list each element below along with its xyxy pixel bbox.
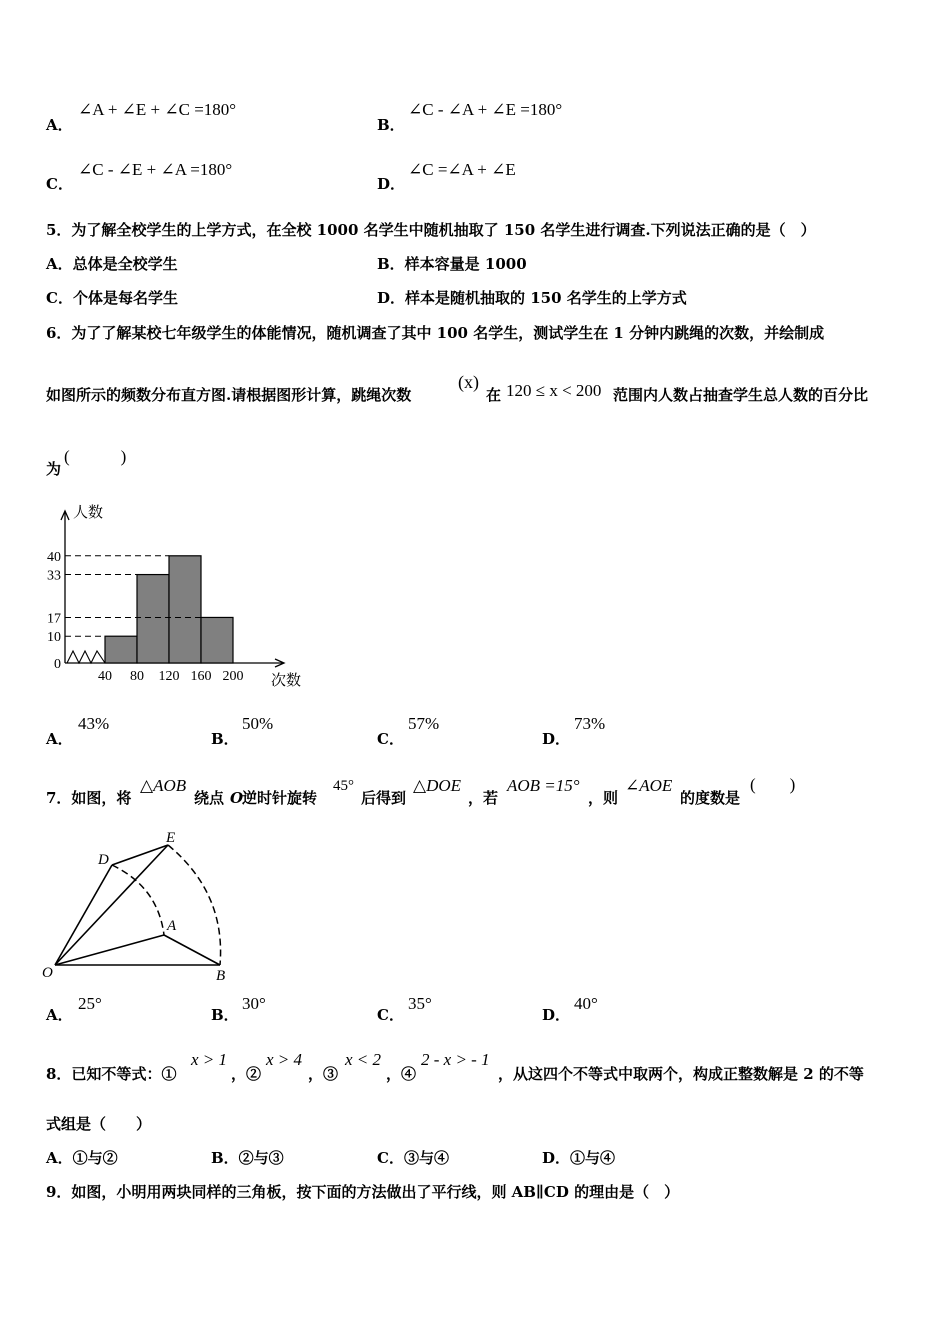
q5-option-c: C．个体是每名学生 [46,289,178,307]
q7-given: AOB =15° [507,776,580,795]
q6-stem-line2c: 范围内人数占抽查学生总人数的百分比 [613,386,869,404]
q8-stem-line2: 式组是（ ） [46,1115,152,1133]
frequency-histogram [40,500,310,695]
arc-da [112,865,164,935]
q7-triangle-aob: △AOB [140,776,187,795]
q7-around: 绕点 [194,789,225,807]
q8-stem-prefix: 8．已知不等式：① [46,1065,177,1083]
x-tick-label: 40 [98,669,112,684]
q4-option-d-math: ∠C =∠A + ∠E [408,160,516,179]
q6-option-c-value: 57% [408,714,440,733]
q7-ruo: ，若 [468,789,499,807]
q7-option-c-label: C． [377,1006,404,1024]
y-tick-label: 33 [47,568,61,584]
q5-option-a: A．总体是全校学生 [46,255,178,273]
x-tick-label: 80 [130,669,144,684]
q5-option-d: D．样本是随机抽取的 150 名学生的上学方式 [377,289,687,307]
q8-sep-2: ，② [231,1065,262,1083]
q8-stem-tail: ，从这四个不等式中取两个，构成正整数解是 2 的不等 [498,1065,864,1083]
q7-option-a-value: 25° [78,994,102,1013]
q4-option-b-math: ∠C - ∠A + ∠E =180° [408,100,563,119]
y-tick-label: 40 [47,549,61,565]
x-tick-label: 160 [190,669,212,684]
q8-inequality-2: x > 4 [266,1050,303,1069]
axis-break [67,651,105,663]
y-tick-label: 0 [54,657,61,672]
q7-option-a-label: A． [46,1006,73,1024]
label-a: A [167,918,177,934]
label-d: D [98,852,109,868]
q7-answer-paren: ( ) [750,775,796,794]
label-e: E [166,830,176,846]
q6-range: 120 ≤ x < 200 [506,381,602,400]
q6-stem-line1: 6．为了了解某校七年级学生的体能情况，随机调查了其中 100 名学生，测试学生在 1 分钟内跳绳的次数，并绘制成 [46,324,825,342]
q8-option-c: C．③与④ [377,1149,449,1167]
arc-eb [168,845,221,965]
histogram-bar-120-160 [169,556,201,663]
q4-option-a-label: A． [46,116,73,134]
q8-inequality-3: x < 2 [345,1050,382,1069]
q6-option-d-label: D． [542,730,571,748]
q9-stem: 9．如图，小明用两块同样的三角板，按下面的方法做出了平行线，则 AB∥CD 的理由是（ ） [46,1183,680,1201]
q6-stem-line2a: 如图所示的频数分布直方图.请根据图形计算，跳绳次数 [46,386,412,404]
q7-triangle-doe: △DOE [413,776,462,795]
q7-option-c-value: 35° [408,994,432,1013]
q8-option-d: D．①与④ [542,1149,616,1167]
q4-option-d-label: D． [377,175,406,193]
segment-ab [164,935,220,965]
q7-suffix: 的度数是 [680,789,741,807]
q7-rotate: 逆时针旋转 [242,789,318,807]
histogram-bar-40-80 [105,636,137,663]
y-tick-label: 17 [47,611,61,627]
q6-option-b-label: B． [211,730,239,748]
q4-option-a-math: ∠A + ∠E + ∠C =180° [78,100,237,119]
q7-point-o: O [230,789,244,807]
q6-option-b-value: 50% [242,714,274,733]
segment-od [55,865,112,965]
histogram-bar-80-120 [137,575,169,663]
x-tick-label: 120 [158,669,180,684]
q8-option-b: B．②与③ [211,1149,284,1167]
segment-oe [55,845,168,965]
segment-oa [55,935,164,965]
q7-angle: 45° [333,778,354,794]
q7-option-b-value: 30° [242,994,266,1013]
q8-sep-3: ，③ [308,1065,339,1083]
q6-option-a-value: 43% [78,714,110,733]
q6-variable: (x) [458,372,479,392]
q4-option-b-label: B． [377,116,405,134]
q6-option-c-label: C． [377,730,404,748]
q8-inequality-1: x > 1 [191,1050,228,1069]
q8-inequality-4: 2 - x > - 1 [421,1050,490,1069]
q7-option-d-value: 40° [574,994,598,1013]
x-tick-label: 200 [222,669,244,684]
q4-option-c-math: ∠C - ∠E + ∠A =180° [78,160,233,179]
q4-option-c-label: C． [46,175,73,193]
q6-stem-line2b: 在 [486,386,502,404]
label-b: B [216,968,226,984]
q6-answer-paren: ( ) [64,447,127,466]
y-tick-label: 10 [47,630,61,646]
x-axis-title: 次数 [271,673,302,689]
q7-target: ∠AOE [625,776,673,795]
histogram-bar-160-200 [201,617,233,663]
q6-option-d-value: 73% [574,714,606,733]
q7-option-d-label: D． [542,1006,571,1024]
rotation-figure [40,825,240,985]
q7-stem-prefix: 7．如图，将 [46,789,132,807]
q5-stem: 5．为了解全校学生的上学方式，在全校 1000 名学生中随机抽取了 150 名学生进行调查.下列说法正确的是（ ） [46,221,816,239]
q7-option-b-label: B． [211,1006,239,1024]
y-axis-title: 人数 [73,505,104,521]
q7-after: 后得到 [361,789,407,807]
q6-option-a-label: A． [46,730,73,748]
q8-option-a: A．①与② [46,1149,118,1167]
label-o: O [42,965,53,981]
q7-ze: ，则 [588,789,619,807]
q6-stem-line3: 为 [46,460,62,478]
q8-sep-4: ，④ [386,1065,417,1083]
q5-option-b: B．样本容量是 1000 [377,255,527,273]
